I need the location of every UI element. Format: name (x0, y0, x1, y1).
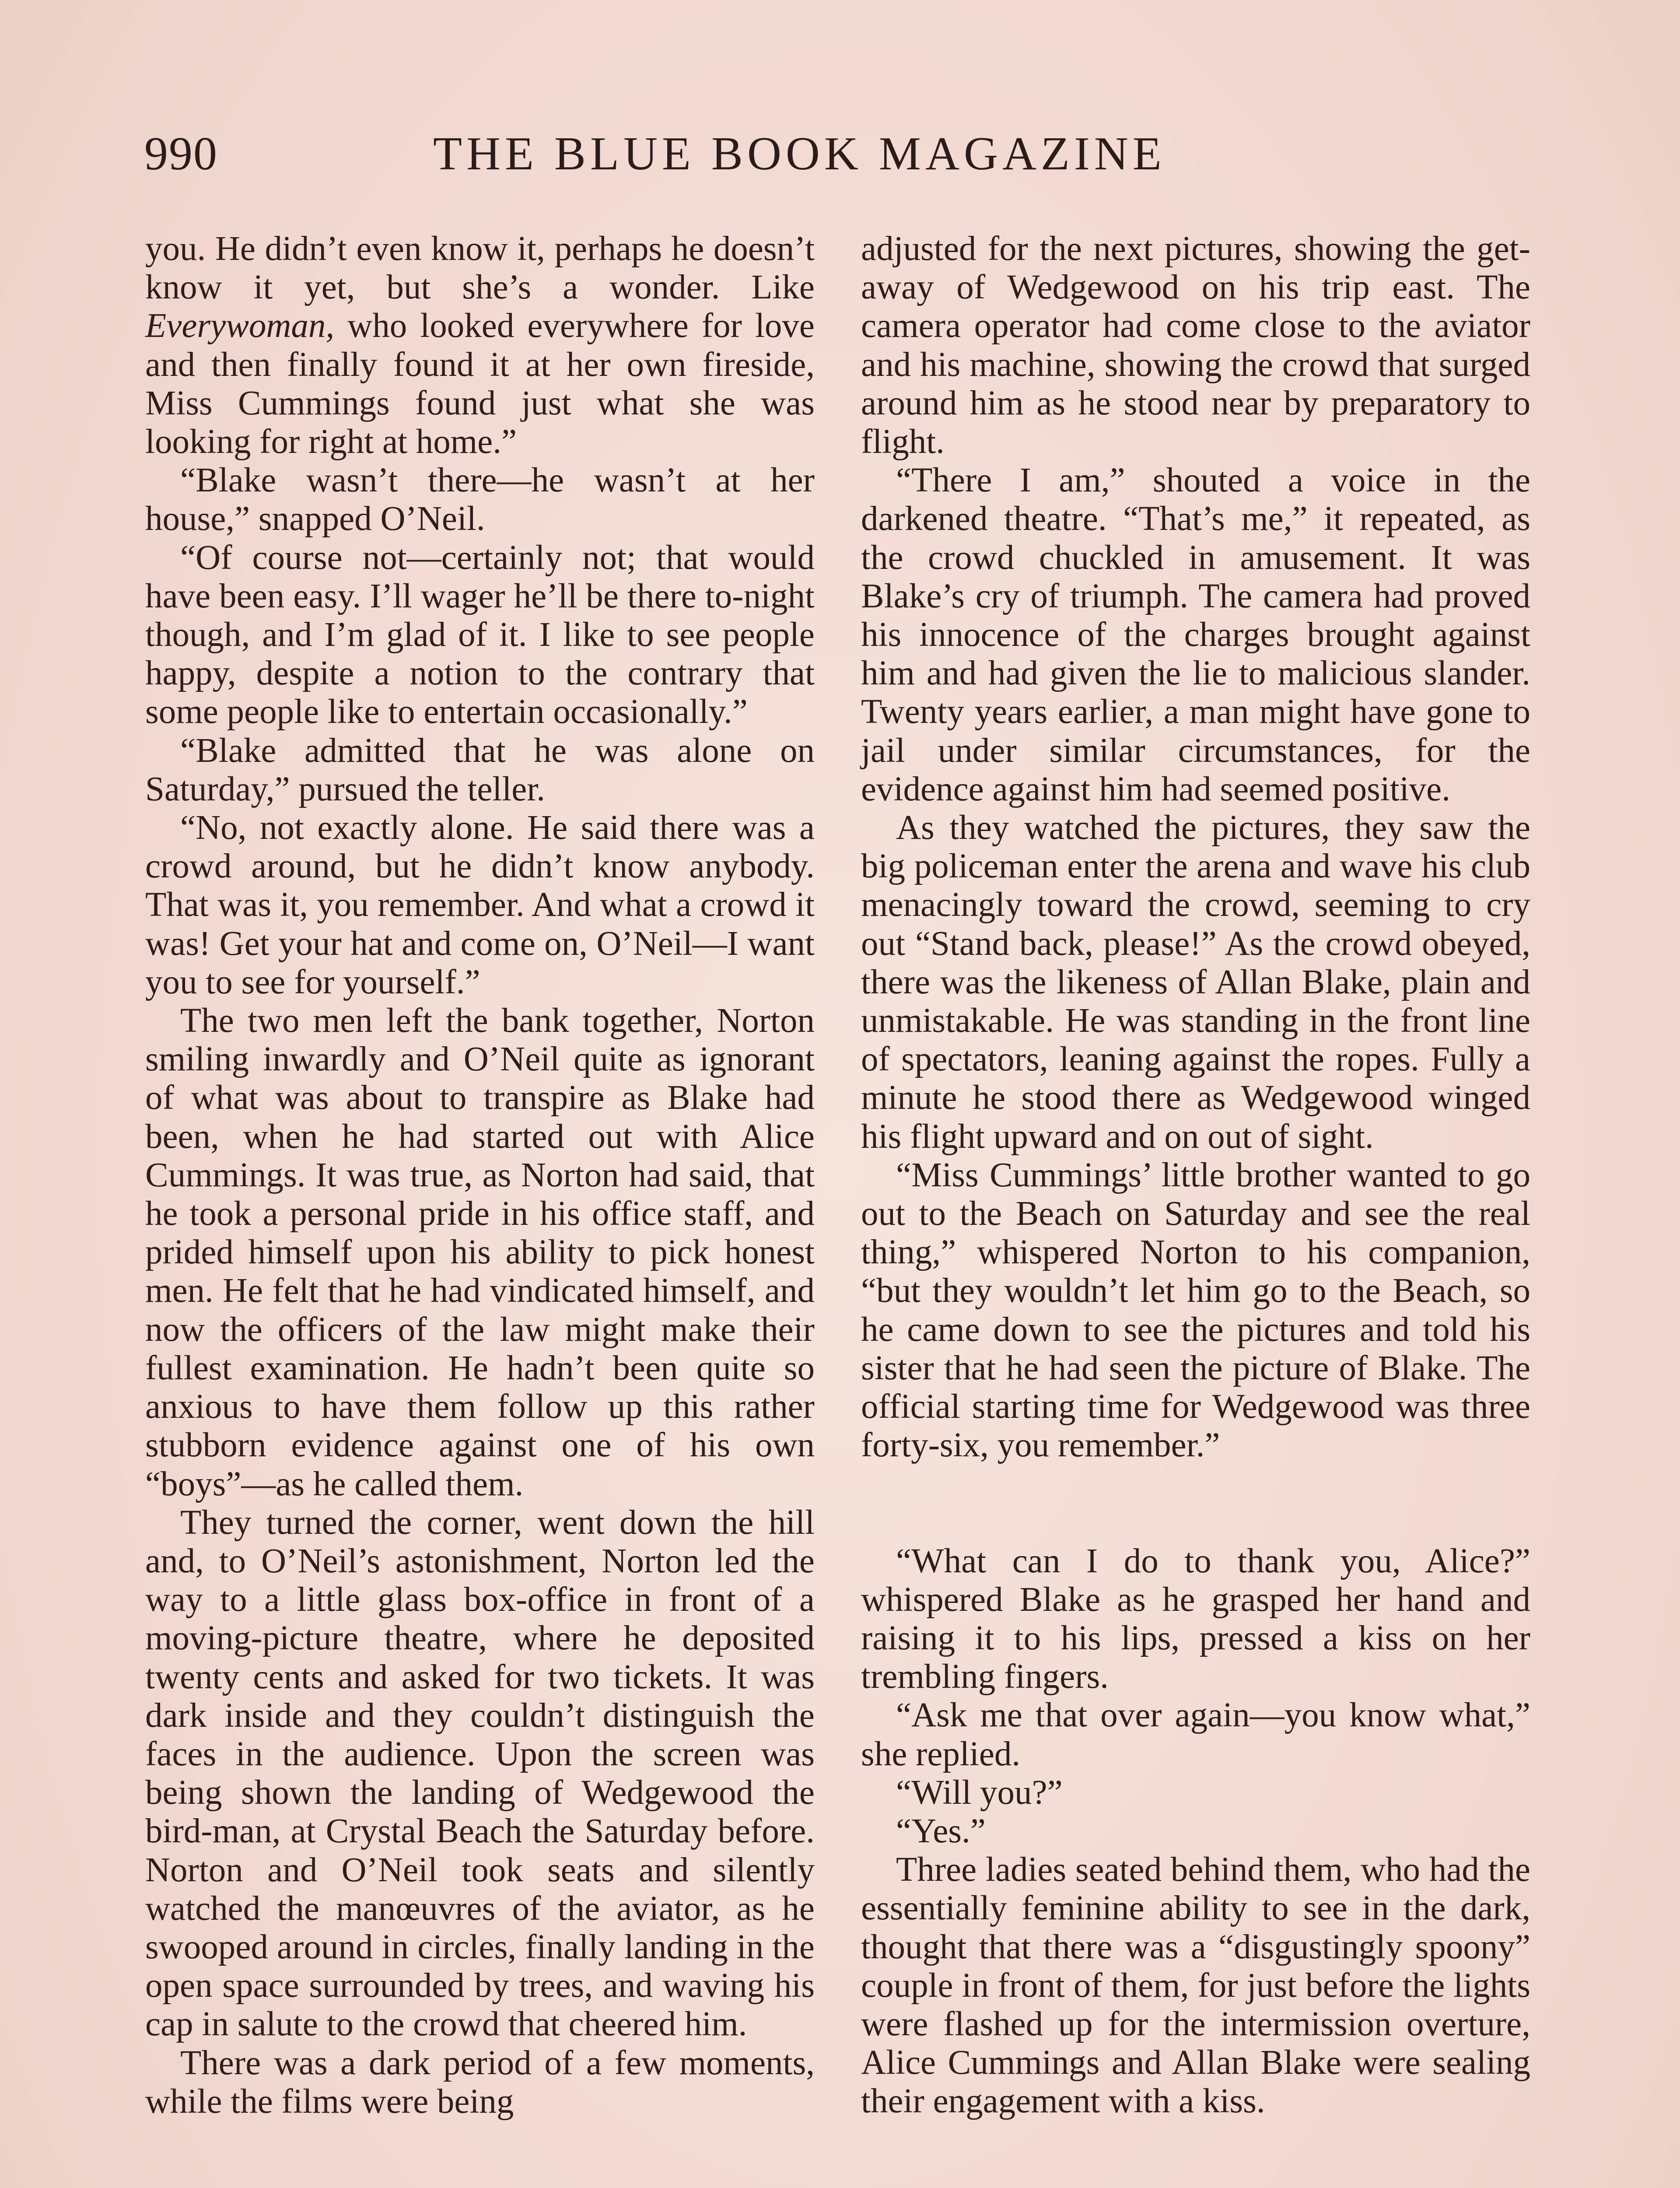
paragraph: adjusted for the next pictures, showing the get-away of Wedgewood on his trip east. The camera operator had come close to the aviator and his machine, showing the crowd that surged around him as he stood near by preparatory to flight. (861, 230, 1530, 461)
paragraph: “Yes.” (896, 1812, 986, 1850)
paragraph: “Blake admitted that he was alone on Saturday,” pursued the teller. (145, 731, 815, 808)
page-header (144, 127, 1544, 193)
paragraph-text: you. He didn’t even know it, perhaps he doesn’t know it yet, but she’s a wonder. Like (145, 230, 815, 307)
paragraph: Three ladies seated behind them, who had the essentially feminine ability to see in the dark, thought that there was a “disgustingly spoony” couple in front of them, for just before the lights were flashed up for the intermission overture, Alice Cummings and Allan Blake were sealing their engagement with a kiss. (861, 1851, 1530, 2121)
paragraph: The two men left the bank together, Norton smiling inwardly and O’Neil quite as ignorant of what was about to transpire as Blake had been, when he had started out with Alice Cummings. It was true, as Norton had said, that he took a personal pride in his office staff, and prided himself upon his ability to pick honest men. He felt that he had vindicated himself, and now the officers of the law might make their fullest examination. He hadn’t been quite so anxious to have them follow up this rather stubborn evidence against one of his own “boys”—as he called them. (145, 1002, 815, 1503)
italic-title: Everywoman, (145, 307, 335, 345)
page-number: 990 (144, 128, 218, 180)
paragraph: “Of course not—certainly not; that would have been easy. I’ll wager he’ll be there to-night though, and I’m glad of it. I like to see people happy, despite a notion to the contrary that some people like to entertain occasionally.” (145, 538, 815, 731)
paragraph (145, 230, 815, 461)
paragraph: They turned the corner, went down the hill and, to O’Neil’s astonishment, Norton led the way to a little glass box-office in front of a moving-picture theatre, where he deposited twenty cents and asked for two tickets. It was dark inside and they couldn’t distinguish the faces in the audience. Upon the screen was being shown the landing of Wedgewood the bird-man, at Crystal Beach the Saturday before. Norton and O’Neil took seats and silently watched the manœuvres of the aviator, as he swooped around in circles, finally landing in the open space surrounded by trees, and waving his cap in salute to the crowd that cheered him. (145, 1503, 815, 2044)
paragraph-text: who looked everywhere for love and then finally found it at her own fireside, Miss Cummings found just what she was looking for right at home.” (145, 307, 815, 461)
paragraph: As they watched the pictures, they saw the big policeman enter the arena and wave his club menacingly toward the crowd, seeming to cry out “Stand back, please!” As the crowd obeyed, there was the likeness of Allan Blake, plain and unmistakable. He was standing in the front line of spectators, leaning against the ropes. Fully a minute he stood there as Wedgewood winged his flight upward and on out of sight. (861, 809, 1530, 1156)
paragraph: “No, not exactly alone. He said there was a crowd around, but he didn’t know anybody. That was it, you remember. And what a crowd it was! Get your hat and come on, O’Neil—I want you to see for yourself.” (145, 809, 815, 1001)
running-head: THE BLUE BOOK MAGAZINE (433, 128, 1166, 180)
paragraph: “There I am,” shouted a voice in the darkened theatre. “That’s me,” it repeated, as the crowd chuckled in amusement. It was Blake’s cry of triumph. The camera had proved his innocence of the charges brought against him and had given the lie to malicious slander. Twenty years earlier, a man might have gone to jail under similar circumstances, for the evidence against him had seemed positive. (861, 461, 1530, 808)
paragraph: “Blake wasn’t there—he wasn’t at her house,” snapped O’Neil. (145, 461, 815, 538)
paragraph: “Will you?” (896, 1773, 1063, 1812)
right-column (861, 230, 1530, 2121)
paragraph: There was a dark period of a few moments, while the films were being (145, 2044, 815, 2121)
paragraph: “Miss Cummings’ little brother wanted to go out to the Beach on Saturday and see the real thing,” whispered Norton to his companion, “but they wouldn’t let him go to the Beach, so he came down to see the pictures and told his sister that he had seen the picture of Blake. The official starting time for Wedgewood was three forty-six, you remember.” (861, 1156, 1530, 1465)
paragraph: “What can I do to thank you, Alice?” whispered Blake as he grasped her hand and raising it to his lips, pressed a kiss on her trembling fingers. (861, 1542, 1530, 1696)
paragraph: “Ask me that over again—you know what,” she replied. (861, 1696, 1530, 1773)
left-column (145, 230, 815, 2121)
